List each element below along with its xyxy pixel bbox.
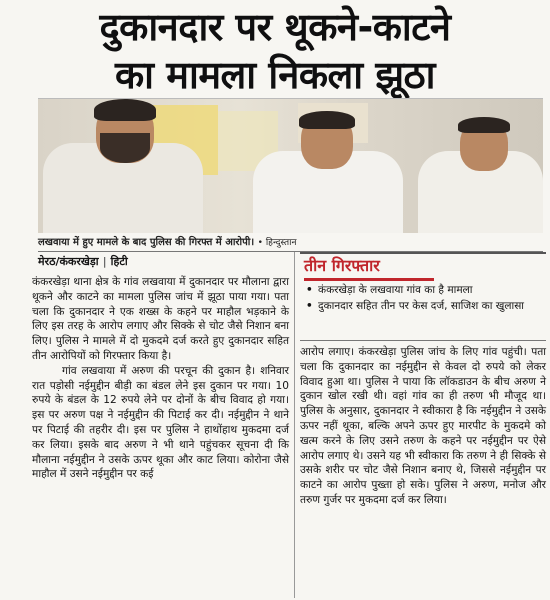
photo-caption [38,235,543,252]
headline-line-1: दुकानदार पर थूकने-काटने [99,5,451,49]
dateline-edition: हिटी [110,255,128,268]
article-column-right [300,345,546,508]
column-divider [294,252,295,598]
bullet-icon: • [306,284,313,296]
person-right [418,99,543,233]
sidebar-title-underline [304,278,434,281]
person-left [38,99,223,233]
sidebar-box [300,252,546,341]
person-middle [253,99,403,233]
dateline-place: मेरठ/कंकरखेड़ा [38,255,99,268]
sidebar-bullet-text: कंकरखेड़ा के लखवाया गांव का है मामला [318,284,473,296]
article-column-left [32,275,289,482]
article-paragraph: गांव लखवाया में अरुण की परचून की दुकान है। शनिवार रात पड़ोसी नईमुद्दीन बीड़ी का बंडल लेने इस दुकान पर गया। 10 रुपये के बंडल के 12 रुपये लेने पर दोनों के बीच विवाद हो गया। इस पर अरुण पक्ष ने नईमुद्दीन की पिटाई कर दी। नईमुद्दीन ने थाने पर पिटाई की तहरीर दी। इस पर पुलिस ने हाथोंहाथ मुकदमा दर्ज कर लिया। इसके बाद अरुण ने भी थाने पहुंचकर सूचना दी कि मौलाना नईमुद्दीन ने उसके ऊपर थूका और काट लिया। कोरोना जैसे माहौल में उसने नईमुद्दीन पर कई [32,364,289,481]
headline-line-2: का मामला निकला झूठा [115,53,435,97]
sidebar-bullet [306,284,546,297]
bullet-icon: • [306,300,313,312]
article-paragraph: आरोप लगाए। कंकरखेड़ा पुलिस जांच के लिए गांव पहुंची। पता चला कि दुकानदार का नईमुद्दीन से केवल दो रुपये को लेकर विवाद हुआ था। पुलिस ने पाया कि लॉकडाउन के बीच अरुण ने दुकान खोल रखी थी। वहां गांव का ही तरुण भी मौजूद था। पुलिस के अनुसार, दुकानदार ने स्वीकारा है कि नईमुद्दीन ने उसके ऊपर नहीं थूका, बल्कि अपने ऊपर हुए मारपीट के मुकदमे को खत्म करने के लिए उसने तरुण के कहने पर नईमुद्दीन पर ऐसे आरोप लगाए थे। उसने यह भी स्वीकारा कि तरुण ने ही सिक्के से उसके शरीर पर चोट जैसे निशान बनाए थे, जिससे नईमुद्दीन पर काटने का आरोप पुख्ता हो सके। पुलिस ने अरुण, मनोज और तरुण गुर्जर पर मुकदमा दर्ज कर लिया। [300,346,546,506]
dateline-separator: | [102,255,107,268]
caption-text: लखवाया में हुए मामले के बाद पुलिस की गिरफ्त में आरोपी। [38,237,255,248]
article-paragraph: कंकरखेड़ा थाना क्षेत्र के गांव लखवाया में दुकानदार पर मौलाना द्वारा थूकने और काटने का मामला पुलिस जांच में झूठा पाया गया। पता चला कि दुकानदार ने एक शख्स के कहने पर माहौल भड़काने के लिए इस तरह के आरोप लगाए और सिक्के से चोट जैसे निशान बना लिए। पुलिस ने मामले में दो मुकदमे दर्ज करते हुए दुकानदार सहित तीन आरोपियों को गिरफ्तार किया है। [32,276,289,362]
news-photo [38,98,543,233]
caption-source: • हिन्दुस्तान [257,238,297,248]
dateline [38,254,128,270]
sidebar-bullet [306,300,546,313]
sidebar-bullet-text: दुकानदार सहित तीन पर केस दर्ज, साजिश का खुलासा [318,300,525,312]
sidebar-title: तीन गिरफ्तार [304,256,380,275]
